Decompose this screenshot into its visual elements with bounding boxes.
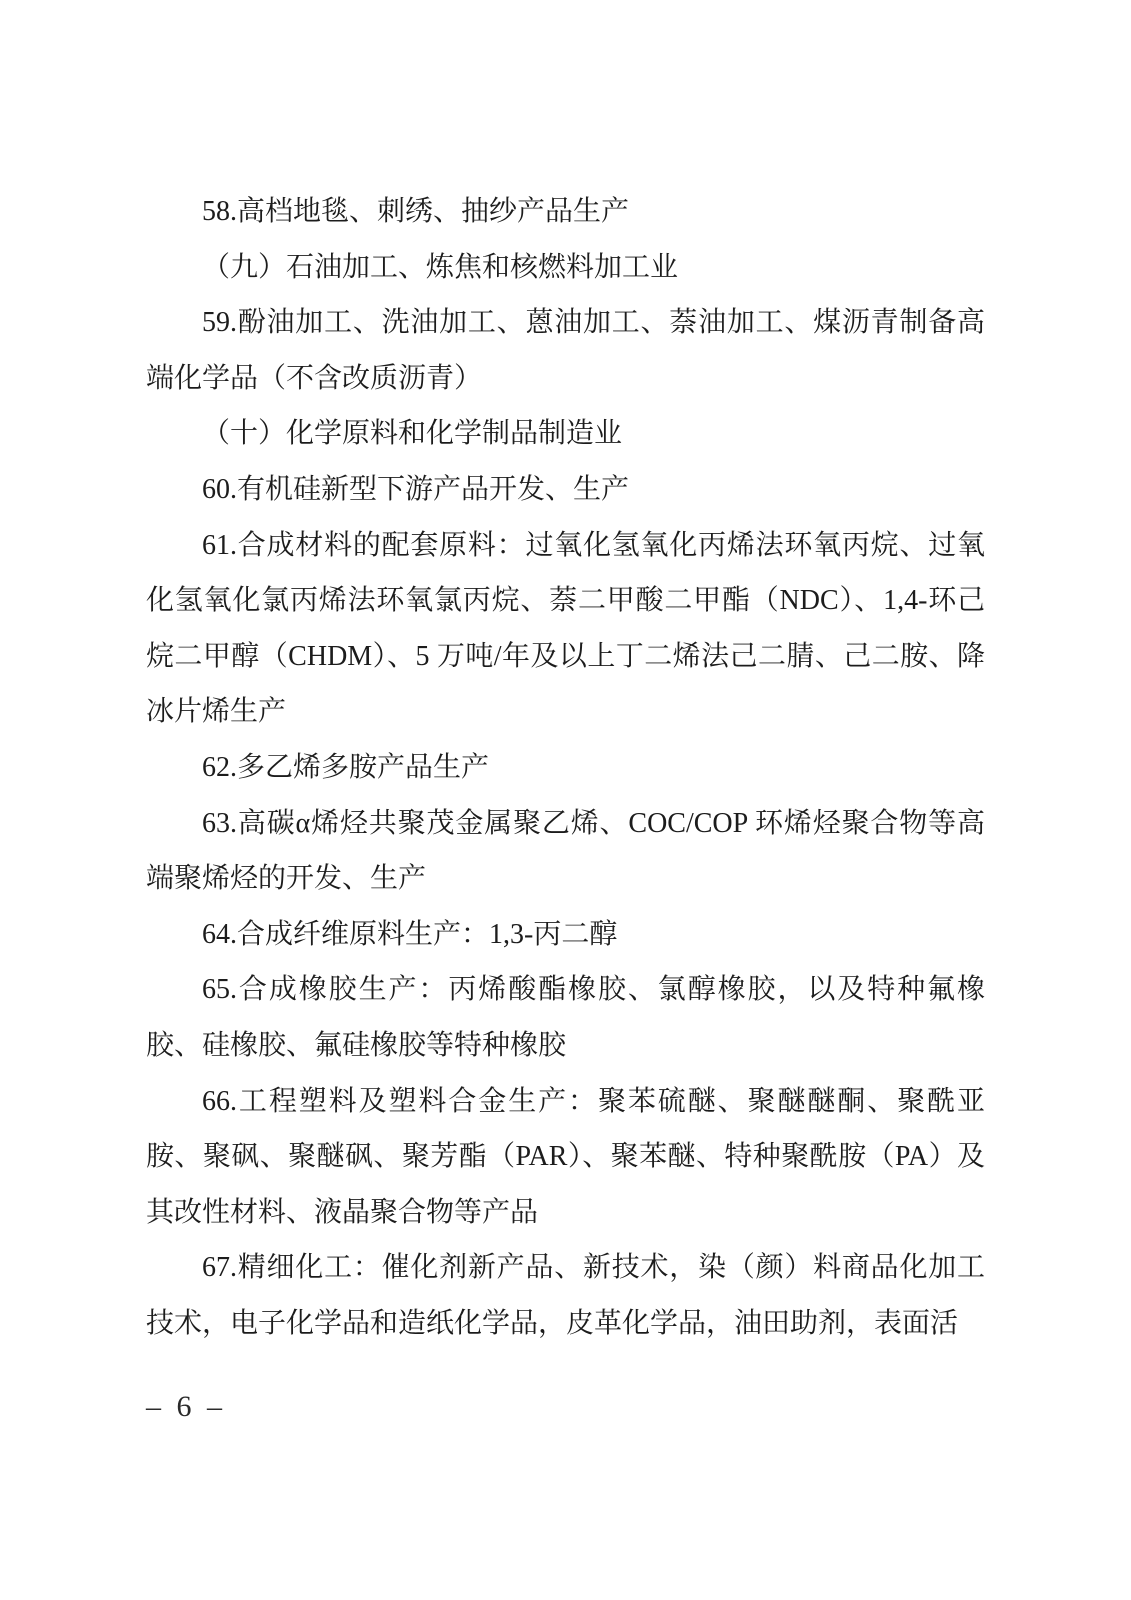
page-number: – 6 –: [146, 1390, 226, 1423]
item-64: 64.合成纤维原料生产：1,3-丙二醇: [202, 918, 618, 950]
item-60: 60.有机硅新型下游产品开发、生产: [202, 473, 630, 505]
document-text-block: [146, 184, 985, 1351]
item-61: 61.合成材料的配套原料：过氧化氢氧化丙烯法环氧丙烷、过氧化氢氧化氯丙烯法环氧氯丙烷、萘二甲酸二甲酯（NDC）、1,4-环己烷二甲醇（CHDM）、5 万吨/年及以上丁二烯法己二腈、己二胺、降冰片烯生产: [146, 529, 985, 728]
section-heading-9: （九）石油加工、炼焦和核燃料加工业: [202, 251, 679, 283]
item-62: 62.多乙烯多胺产品生产: [202, 751, 490, 783]
item-67: 67.精细化工：催化剂新产品、新技术，染（颜）料商品化加工技术，电子化学品和造纸化学品，皮革化学品，油田助剂，表面活: [146, 1252, 985, 1339]
item-65: 65.合成橡胶生产：丙烯酸酯橡胶、氯醇橡胶，以及特种氟橡胶、硅橡胶、氟硅橡胶等特种橡胶: [146, 974, 985, 1061]
item-59: 59.酚油加工、洗油加工、蒽油加工、萘油加工、煤沥青制备高端化学品（不含改质沥青）: [146, 307, 985, 394]
item-66: 66.工程塑料及塑料合金生产：聚苯硫醚、聚醚醚酮、聚酰亚胺、聚砜、聚醚砜、聚芳酯（PAR）、聚苯醚、特种聚酰胺（PA）及其改性材料、液晶聚合物等产品: [146, 1085, 985, 1228]
item-58: 58.高档地毯、刺绣、抽纱产品生产: [202, 196, 630, 227]
item-63: 63.高碳α烯烃共聚茂金属聚乙烯、COC/COP 环烯烃聚合物等高端聚烯烃的开发、生产: [146, 807, 985, 895]
section-heading-10: （十）化学原料和化学制品制造业: [202, 418, 623, 450]
